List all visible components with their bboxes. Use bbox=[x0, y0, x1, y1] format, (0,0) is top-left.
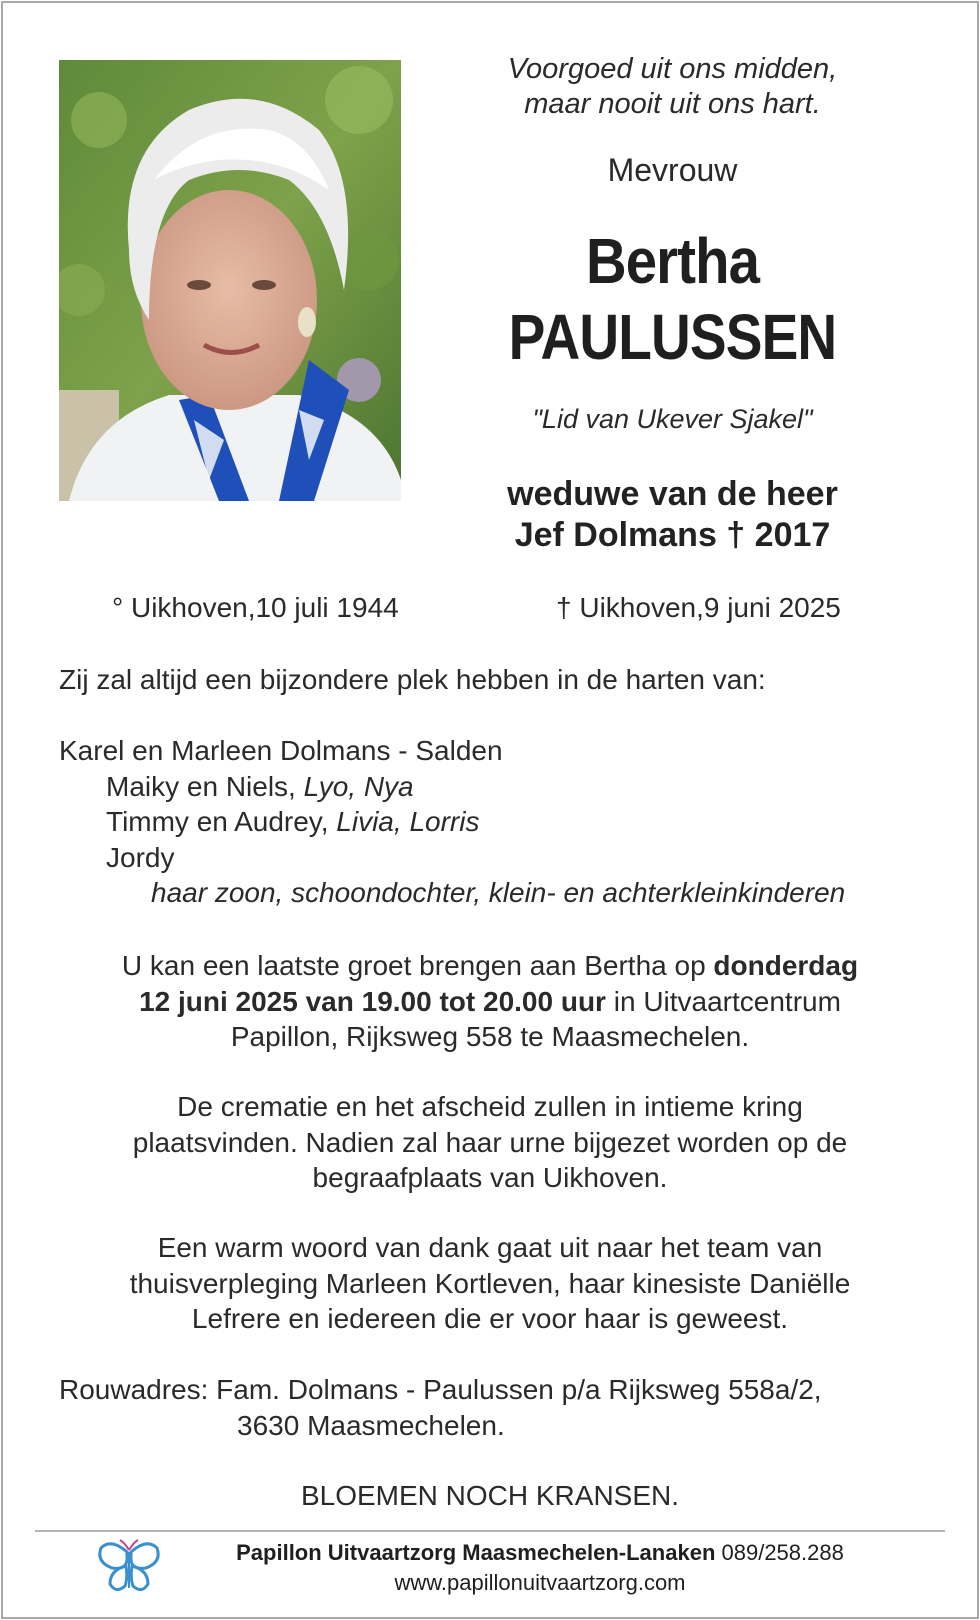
honorific: Mevrouw bbox=[607, 152, 738, 188]
first-name: Bertha bbox=[585, 225, 760, 297]
widow-line-1: weduwe van de heer bbox=[507, 475, 838, 513]
text: U kan een laatste groet brengen aan Bertha op bbox=[121, 950, 714, 981]
family-children: Lyo, Nya bbox=[303, 770, 414, 802]
funeral-home-website[interactable]: www.papillonuitvaartzorg.com bbox=[394, 1570, 686, 1595]
family-line: Karel en Marleen Dolmans - Salden bbox=[59, 735, 503, 766]
funeral-home-phone: 089/258.288 bbox=[715, 1540, 844, 1565]
family-parents: Timmy en Audrey, bbox=[106, 806, 337, 837]
family-list bbox=[59, 733, 845, 911]
family-line bbox=[59, 804, 845, 840]
family-line: Jordy bbox=[106, 841, 175, 873]
death-date: † Uikhoven,9 juni 2025 bbox=[556, 592, 841, 623]
visitation-day: donderdag bbox=[713, 950, 859, 981]
widow-line-2: Jef Dolmans † 2017 bbox=[514, 516, 831, 554]
visitation-time: 12 juni 2025 van 19.00 tot 20.00 uur bbox=[139, 985, 606, 1017]
portrait-photo bbox=[59, 60, 401, 501]
family-relation: haar zoon, schoondochter, klein- en achterkleinkinderen bbox=[151, 877, 846, 908]
visitation-line bbox=[40, 948, 940, 984]
visitation-paragraph bbox=[40, 948, 940, 1055]
address-line: Rouwadres: Fam. Dolmans - Paulussen p/a Rijksweg 558a/2, bbox=[59, 1374, 822, 1405]
cremation-line: begraafplaats van Uikhoven. bbox=[312, 1162, 668, 1193]
widow-note bbox=[440, 474, 905, 556]
nickname: "Lid van Ukever Sjakel" bbox=[532, 404, 813, 434]
cremation-line: De crematie en het afscheid zullen in intieme kring bbox=[177, 1091, 803, 1122]
funeral-home-name: Papillon Uitvaartzorg Maasmechelen-Lanaken bbox=[236, 1540, 716, 1565]
butterfly-icon bbox=[96, 1536, 162, 1596]
visitation-line bbox=[40, 984, 940, 1020]
last-name: PAULUSSEN bbox=[508, 301, 837, 373]
text: in Uitvaartcentrum bbox=[605, 985, 841, 1017]
family-line bbox=[59, 769, 845, 805]
memorial-quote bbox=[440, 52, 905, 122]
thanks-line: Een warm woord van dank gaat uit naar het team van bbox=[157, 1232, 823, 1263]
birth-date: ° Uikhoven,10 juli 1944 bbox=[112, 592, 399, 623]
thanks-line: thuisverpleging Marleen Kortleven, haar kinesiste Daniëlle bbox=[129, 1267, 851, 1299]
quote-line-2: maar nooit uit ons hart. bbox=[524, 88, 821, 120]
thanks-paragraph bbox=[40, 1230, 940, 1337]
mourning-address bbox=[59, 1372, 822, 1443]
thanks-line: Lefrere en iedereen die er voor haar is geweest. bbox=[191, 1303, 789, 1334]
cremation-line: plaatsvinden. Nadien zal haar urne bijgezet worden op de bbox=[132, 1126, 848, 1158]
no-flowers-notice: BLOEMEN NOCH KRANSEN. bbox=[300, 1480, 680, 1511]
quote-line-1: Voorgoed uit ons midden, bbox=[507, 53, 838, 85]
funeral-home-line bbox=[180, 1540, 900, 1566]
family-intro: Zij zal altijd een bijzondere plek hebben in de harten van: bbox=[59, 664, 766, 695]
visitation-line: Papillon, Rijksweg 558 te Maasmechelen. bbox=[230, 1021, 750, 1052]
family-parents: Maiky en Niels, bbox=[106, 770, 304, 802]
address-line: 3630 Maasmechelen. bbox=[237, 1409, 505, 1441]
footer-divider bbox=[35, 1530, 945, 1532]
family-children: Livia, Lorris bbox=[336, 806, 480, 837]
cremation-paragraph bbox=[40, 1089, 940, 1196]
